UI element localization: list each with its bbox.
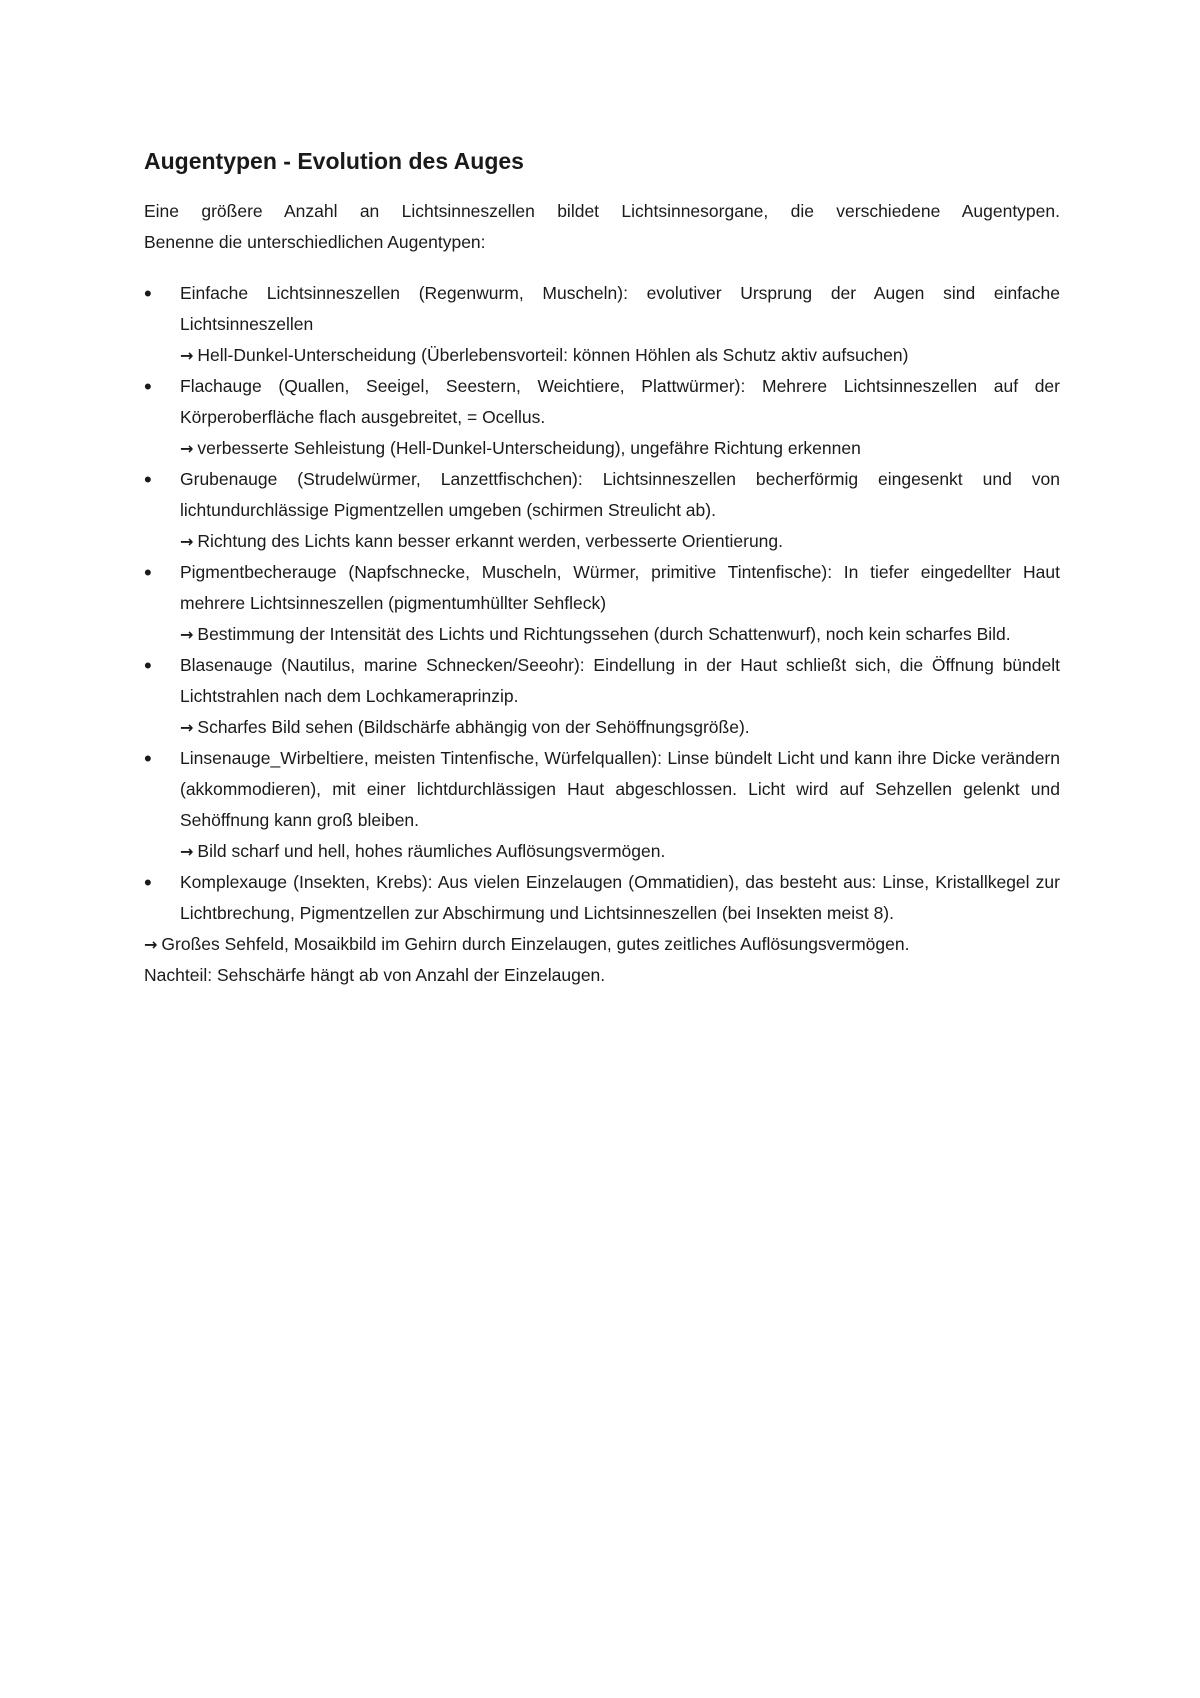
arrow-right-icon: → [180, 346, 194, 365]
bullet-icon: • [144, 870, 152, 895]
bullet-icon: • [144, 374, 152, 399]
list-item [144, 867, 1060, 929]
arrow-right-icon: → [180, 439, 194, 458]
list-item [144, 278, 1060, 371]
bullet-icon: • [144, 653, 152, 678]
arrow-right-icon: → [180, 532, 194, 551]
bullet-icon: • [144, 467, 152, 492]
item-result [180, 836, 1060, 867]
item-result [180, 433, 1060, 464]
intro-line-2: Benenne die unterschiedlichen Augentypen: [144, 232, 486, 252]
item-text: Pigmentbecherauge (Napfschnecke, Muscheln, Würmer, primitive Tintenfische): In tiefer eingedellter Haut mehrere Lichtsinneszellen (pigmentumhüllter Sehfleck) [180, 562, 1060, 613]
item-result-text: Richtung des Lichts kann besser erkannt werden, verbesserte Orientierung. [197, 531, 783, 551]
list-item [144, 371, 1060, 464]
item-text: Komplexauge (Insekten, Krebs): Aus vielen Einzelaugen (Ommatidien), das besteht aus: Linse, Kristallkegel zur Lichtbrechung, Pigmentzellen zur Abschirmung und Lichtsinneszellen (bei Insekten meist 8). [180, 872, 1060, 923]
intro-line-1: Eine größere Anzahl an Lichtsinneszellen bildet Lichtsinnesorgane, die verschiedene Augentypen. [144, 201, 1060, 221]
eye-types-list [144, 278, 1060, 929]
item-result-text: Bestimmung der Intensität des Lichts und Richtungssehen (durch Schattenwurf), noch kein scharfes Bild. [197, 624, 1011, 644]
bullet-icon: • [144, 746, 152, 771]
item-text: Flachauge (Quallen, Seeigel, Seestern, Weichtiere, Plattwürmer): Mehrere Lichtsinneszellen auf der Körperoberfläche flach ausgebreitet, = Ocellus. [180, 376, 1060, 427]
item-text: Grubenauge (Strudelwürmer, Lanzettfischchen): Lichtsinneszellen becherförmig eingesenkt und von lichtundurchlässige Pigmentzellen umgeben (schirmen Streulicht ab). [180, 469, 1060, 520]
closing-line-1-text: Großes Sehfeld, Mosaikbild im Gehirn durch Einzelaugen, gutes zeitliches Auflösungsvermögen. [161, 934, 910, 954]
list-item [144, 743, 1060, 867]
item-result [180, 340, 1060, 371]
list-item [144, 557, 1060, 650]
item-result-text: Scharfes Bild sehen (Bildschärfe abhängig von der Sehöffnungsgröße). [197, 717, 750, 737]
arrow-right-icon: → [180, 842, 194, 861]
closing-line-1 [144, 929, 1060, 960]
arrow-right-icon: → [180, 625, 194, 644]
closing-paragraph [144, 929, 1060, 991]
item-text: Linsenauge_Wirbeltiere, meisten Tintenfische, Würfelquallen): Linse bündelt Licht und kann ihre Dicke verändern (akkommodieren), mit einer lichtdurchlässigen Haut abgeschlossen. Licht wird auf Sehzellen gelenkt und Sehöffnung kann groß bleiben. [180, 748, 1060, 830]
arrow-right-icon: → [180, 718, 194, 737]
item-result [180, 712, 1060, 743]
item-result [180, 619, 1060, 650]
intro-paragraph [144, 196, 1060, 258]
bullet-icon: • [144, 281, 152, 306]
item-result-text: verbesserte Sehleistung (Hell-Dunkel-Unterscheidung), ungefähre Richtung erkennen [197, 438, 861, 458]
arrow-right-icon: → [144, 935, 158, 954]
item-result-text: Bild scharf und hell, hohes räumliches Auflösungsvermögen. [197, 841, 666, 861]
item-text: Einfache Lichtsinneszellen (Regenwurm, Muscheln): evolutiver Ursprung der Augen sind einfache Lichtsinneszellen [180, 283, 1060, 334]
document-content [144, 146, 1060, 991]
list-item [144, 650, 1060, 743]
list-item [144, 464, 1060, 557]
item-result [180, 526, 1060, 557]
closing-line-2: Nachteil: Sehschärfe hängt ab von Anzahl der Einzelaugen. [144, 965, 606, 985]
document-title: Augentypen - Evolution des Auges [144, 148, 524, 174]
bullet-icon: • [144, 560, 152, 585]
item-result-text: Hell-Dunkel-Unterscheidung (Überlebensvorteil: können Höhlen als Schutz aktiv aufsuchen) [197, 345, 909, 365]
item-text: Blasenauge (Nautilus, marine Schnecken/Seeohr): Eindellung in der Haut schließt sich, die Öffnung bündelt Lichtstrahlen nach dem Lochkameraprinzip. [180, 655, 1060, 706]
